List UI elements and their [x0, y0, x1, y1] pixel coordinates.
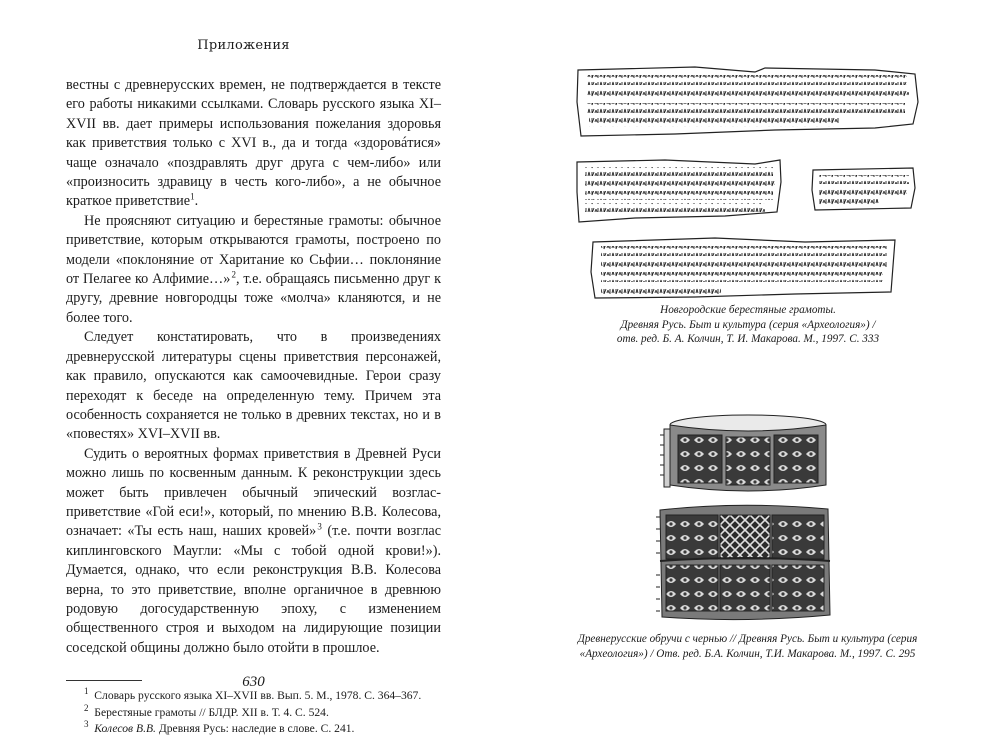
footnote-author: Колесов В.В. — [94, 722, 156, 736]
birch-bark-letters-illustration — [575, 62, 920, 300]
paragraph-text: , т.е. обращаясь письменно друг к другу, древние новгородцы тоже «молча» кланяются, и не более того. — [66, 271, 441, 326]
paragraph: Следует констатировать, что в произведениях древнерусской литературы сцены приветствия персонажей, как правило, опускаются как самоочевидные. Герои сразу переходят к беседе на определенную тему. Причем эта особенность сохраняется не только в древних текстах, но и в «повестях» XVI–XVII вв. — [66, 329, 441, 443]
paragraph: вестны с древнерусских времен, не подтверждается в тексте его работы никакими ссылками. Словарь русского языка XI–XVII вв. дает примеры использования пожелания здоровья как приветствия только с XVI в., да и тогда «здоровáтися» чаще означало «поздравлять друг друга с чем-либо» или «произносить здравицу в честь кого-либо», а не обычное краткое приветствие$^1$. — [66, 77, 441, 210]
paragraph — [66, 212, 441, 328]
caption-line: «Археология») / Отв. ред. Б.А. Колчин, Т.И. Макарова. М., 1997. С. 295 — [579, 647, 916, 660]
footnote — [66, 721, 441, 738]
paragraph-text: вестны с древнерусских времен, не подтверждается в тексте его работы никакими ссылками. Словарь русского языка XI–XVII вв. дает примеры использования пожелания здоровья как приветствия только с XVI в., да и тогда «здоровáтися» чаще означало «поздравлять друг друга с чем-либо» или «произносить здравицу в честь кого-либо», а не обычное краткое приветствие — [66, 77, 441, 210]
caption-birch-bark — [578, 303, 918, 347]
birch-bark-letter-2 — [577, 160, 781, 222]
paragraph-text: (т.е. почти возглас киплинговского Маугли: «Мы с тобой одной крови!»). Думается, однако, что если реконструкция В.В. Колесова верна, то это приветствие, вполне органичное в древнюю родовую догосударственную эпоху, с изменением общественного строя и выходом на лидирующие позиции соседской общины должно было отойти в прошлое. — [66, 523, 441, 656]
footnote-number: 2 — [84, 702, 89, 713]
caption-line: отв. ред. Б. А. Колчин, Т. И. Макарова. М., 1997. С. 333 — [616, 333, 880, 346]
left-page — [66, 38, 441, 738]
niello-bracelets-illustration — [650, 405, 835, 625]
caption-line: Древняя Русь. Быт и культура (серия «Археология») / — [620, 318, 876, 331]
footnote-ref[interactable]: 3 — [317, 521, 322, 532]
caption-line: Древнерусские обручи с чернью // Древняя Русь. Быт и культура (серия — [577, 633, 918, 645]
caption-line: Новгородские берестяные грамоты. — [660, 304, 836, 316]
paragraph-text: Не проясняют ситуацию и берестяные грамоты: обычное приветствие, которым открываются грамоты, построено по модели «поклоняние от Харитание ко Сьфии… поклоняние от Пелагее ко Алфимие…» — [66, 212, 441, 288]
footnote-number: 3 — [84, 719, 89, 730]
footnote-text: Берестяные грамоты // БЛДР. XII в. Т. 4. С. 524. — [94, 705, 329, 719]
footnote-ref[interactable]: 1 — [190, 191, 195, 202]
footnote-text: Древняя Русь: наследие в слове. С. 241. — [155, 722, 355, 736]
birch-bark-letter-1 — [577, 67, 918, 136]
birch-bark-letter-4 — [591, 238, 895, 298]
caption-bracelets — [570, 632, 925, 661]
footnote — [66, 702, 441, 722]
bracelet-2 — [656, 505, 830, 619]
bracelet-1 — [660, 415, 826, 491]
page-number: 630 — [242, 674, 265, 690]
footnote-number: 1 — [84, 686, 89, 697]
footnote-ref[interactable]: 2 — [231, 269, 237, 280]
running-head: Приложения — [197, 38, 290, 53]
paragraph — [66, 445, 441, 658]
footnote-text: Словарь русского языка XI–XVII вв. Вып. 5. М., 1978. С. 364–367. — [94, 689, 422, 703]
body-text — [66, 76, 441, 658]
birch-bark-letter-3 — [812, 168, 915, 210]
paragraph-text: Судить о вероятных формах приветствия в Древней Руси можно лишь по косвенным данным. К реконструкции здесь может быть привлечен обычный эпический возглас-приветствие «Гой еси!», который, по мнению В.В. Колесова, означает: «Ты есть наш, наших кровей» — [66, 445, 441, 540]
